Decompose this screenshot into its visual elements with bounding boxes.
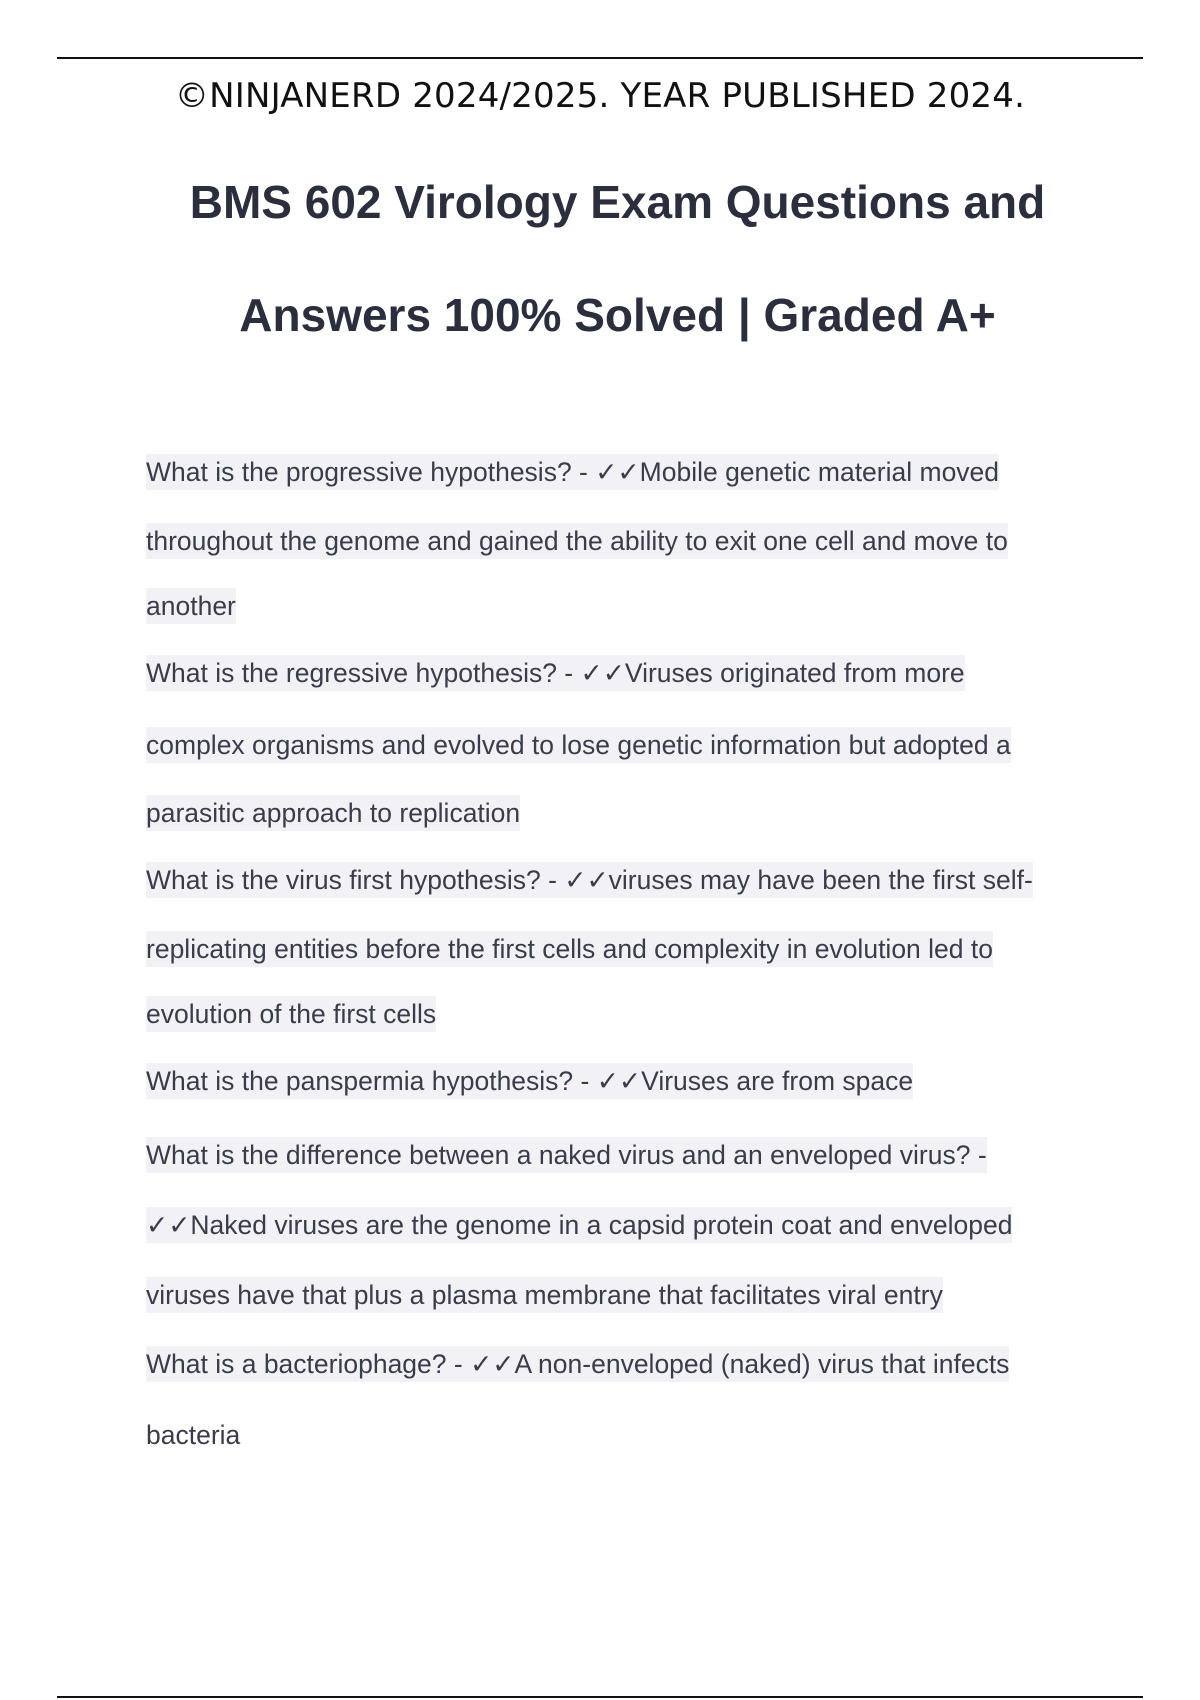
qa-line: [146, 915, 1096, 984]
qa-line-text: What is the difference between a naked virus and an enveloped virus? -: [146, 1137, 987, 1173]
qa-item-virus-first-hypothesis: [146, 846, 1096, 1044]
qa-line-text: replicating entities before the first cells and complexity in evolution led to: [146, 931, 993, 967]
qa-line: [146, 636, 1096, 711]
qa-line: [146, 780, 1096, 846]
qa-line: [146, 984, 1096, 1044]
qa-line-text: throughout the genome and gained the ability to exit one cell and move to: [146, 523, 1008, 559]
qa-line: [146, 1330, 1096, 1398]
qa-list: [146, 438, 1096, 1472]
document-title: [100, 146, 1135, 372]
qa-line-text: evolution of the first cells: [146, 996, 436, 1032]
qa-line-text: ✓✓Naked viruses are the genome in a capsid protein coat and enveloped: [146, 1207, 1012, 1243]
qa-item-regressive-hypothesis: [146, 636, 1096, 846]
qa-line-text: another: [146, 588, 236, 624]
qa-line-text: What is the virus first hypothesis? - ✓✓viruses may have been the first self-: [146, 862, 1033, 898]
bottom-divider: [57, 1696, 1143, 1698]
qa-line-text: complex organisms and evolved to lose genetic information but adopted a: [146, 727, 1011, 763]
title-line-1: BMS 602 Virology Exam Questions and: [189, 176, 1046, 228]
qa-line-text: What is the progressive hypothesis? - ✓✓Mobile genetic material moved: [146, 454, 999, 490]
copyright-header: ©NINJANERD 2024/2025. YEAR PUBLISHED 2024.: [174, 76, 1026, 116]
title-line-2: Answers 100% Solved | Graded A+: [239, 289, 996, 341]
qa-item-naked-vs-enveloped: [146, 1119, 1096, 1330]
qa-line-text: viruses have that plus a plasma membrane that facilitates viral entry: [146, 1277, 943, 1313]
qa-item-progressive-hypothesis: [146, 438, 1096, 636]
qa-line: [146, 1191, 1096, 1260]
top-divider: [57, 57, 1143, 59]
qa-line: [146, 1260, 1096, 1330]
qa-line: [146, 507, 1096, 576]
qa-item-panspermia-hypothesis: [146, 1044, 1096, 1119]
qa-line: [146, 1398, 1096, 1472]
qa-line: [146, 1044, 1096, 1119]
qa-item-bacteriophage: [146, 1330, 1096, 1472]
qa-line-text: What is a bacteriophage? - ✓✓A non-enveloped (naked) virus that infects: [146, 1346, 1009, 1382]
qa-line-text: bacteria: [146, 1420, 241, 1450]
qa-line: [146, 711, 1096, 780]
qa-line: [146, 576, 1096, 636]
qa-line: [146, 846, 1096, 915]
qa-line-text: What is the panspermia hypothesis? - ✓✓Viruses are from space: [146, 1063, 913, 1099]
qa-line-text: What is the regressive hypothesis? - ✓✓Viruses originated from more: [146, 655, 965, 691]
qa-line: [146, 1119, 1096, 1191]
qa-line: [146, 438, 1096, 507]
qa-line-text: parasitic approach to replication: [146, 795, 520, 831]
